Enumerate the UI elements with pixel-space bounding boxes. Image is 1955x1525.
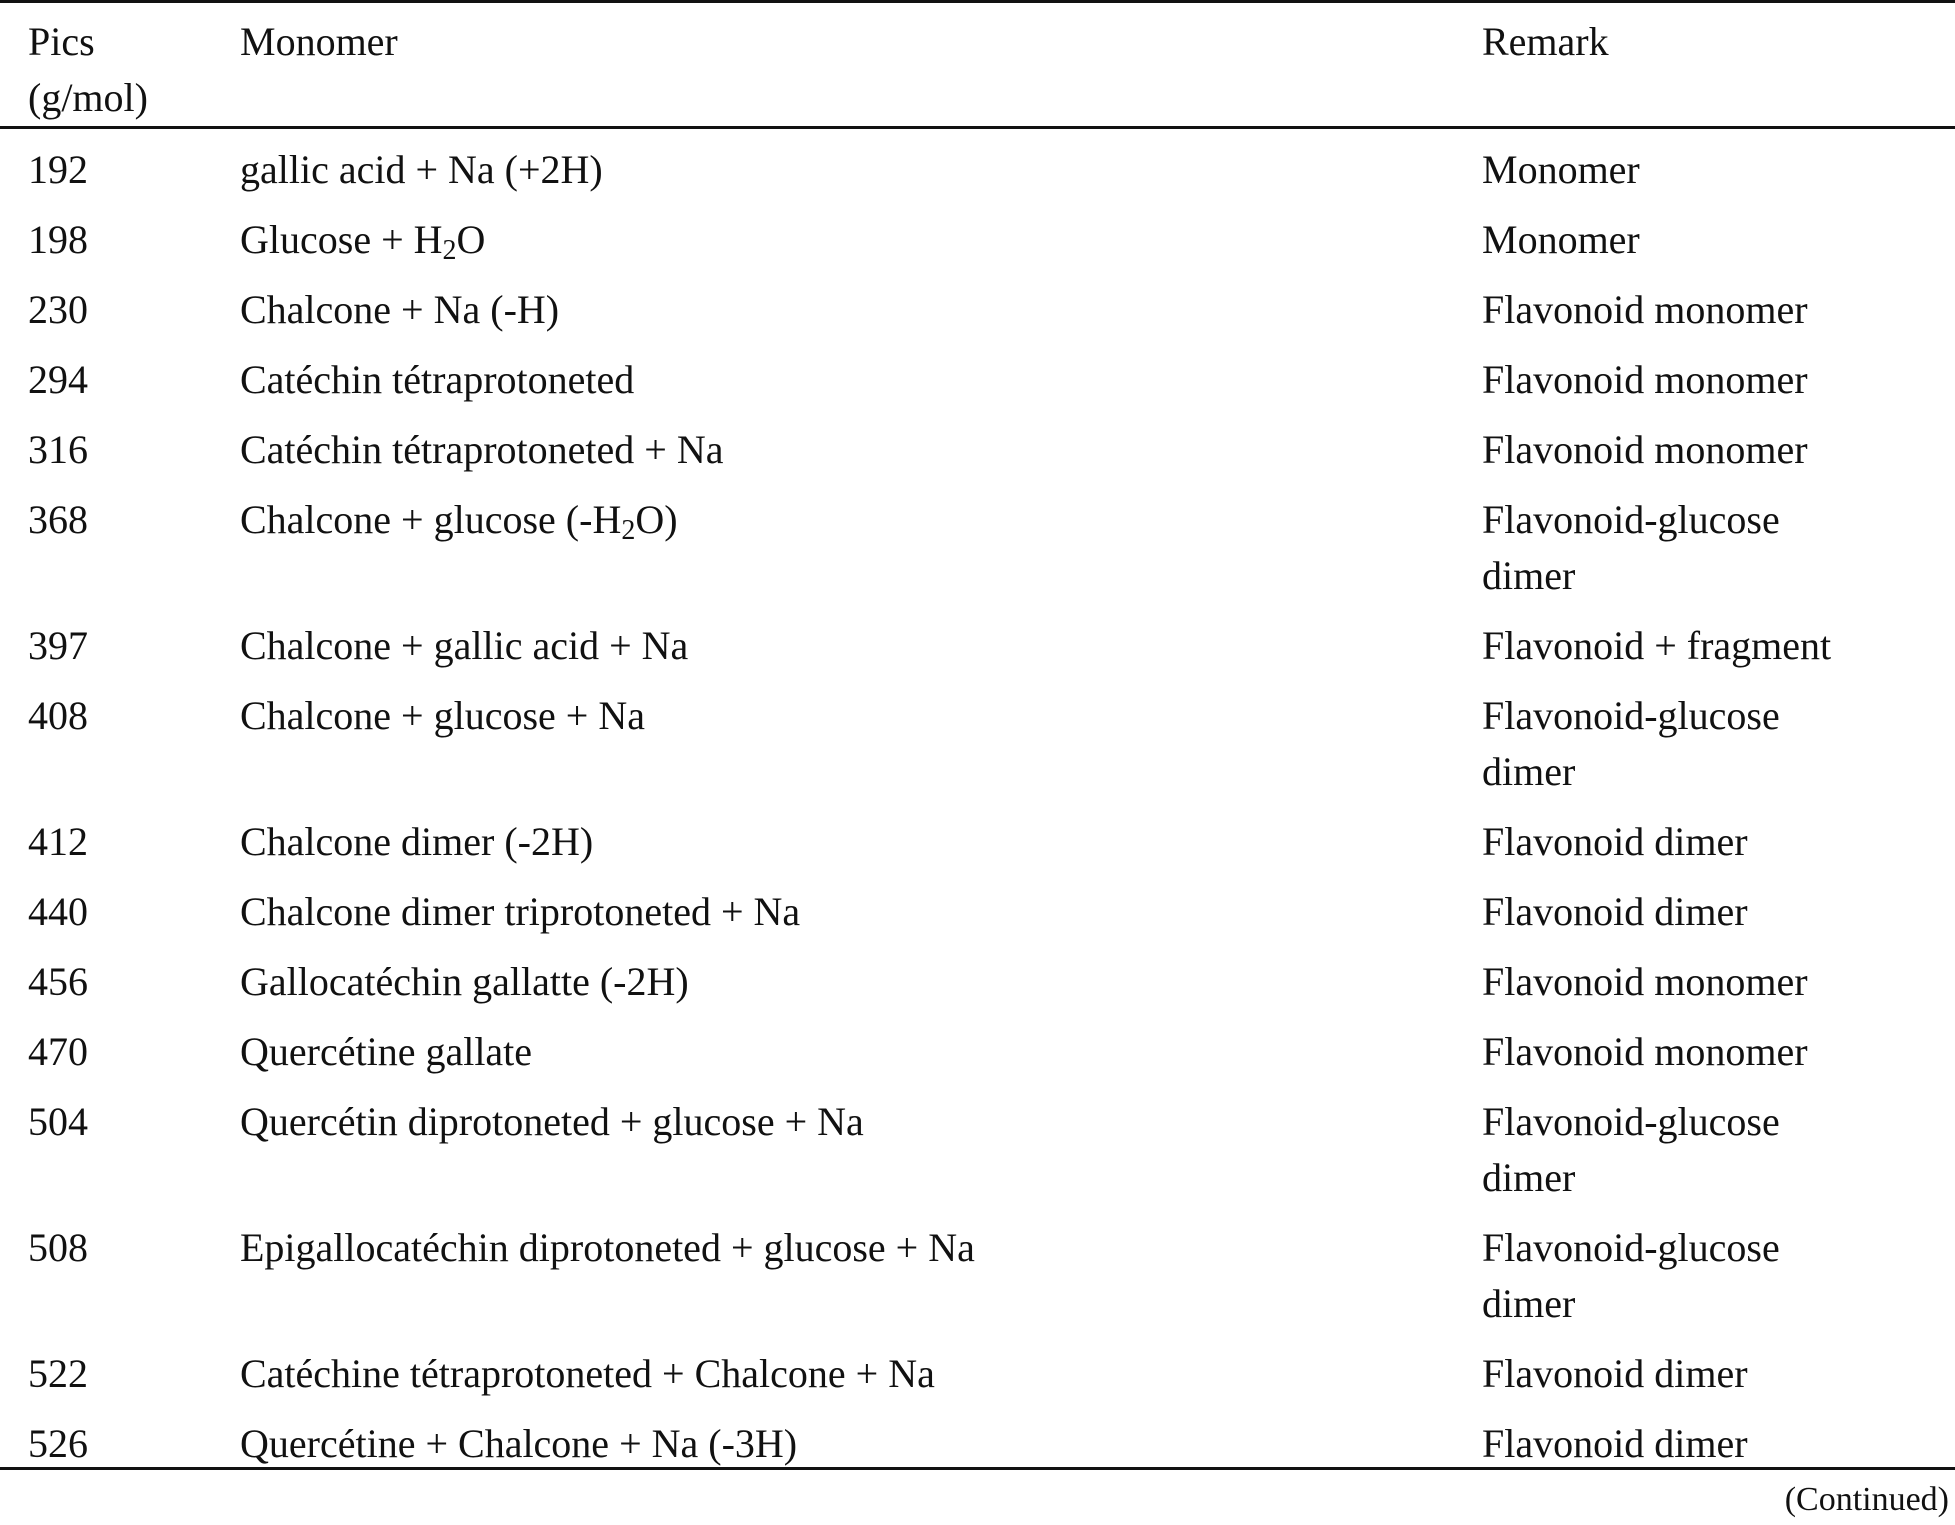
remark-line: Flavonoid + fragment bbox=[1482, 623, 1832, 668]
remark-line: Flavonoid-glucose bbox=[1482, 497, 1780, 542]
cell-monomer bbox=[240, 212, 1470, 268]
cell-pics: 508 bbox=[28, 1225, 88, 1270]
remark-line: Flavonoid dimer bbox=[1482, 819, 1748, 864]
header-remark: Remark bbox=[1482, 19, 1609, 64]
subscript: 2 bbox=[621, 515, 636, 546]
cell-pics: 408 bbox=[28, 693, 88, 738]
remark-line: Flavonoid-glucose bbox=[1482, 1099, 1780, 1144]
cell-remark bbox=[1482, 1220, 1952, 1332]
table-header-rule bbox=[0, 126, 1955, 129]
remark-line: dimer bbox=[1482, 1155, 1576, 1200]
cell-pics: 294 bbox=[28, 357, 88, 402]
remark-line: Flavonoid dimer bbox=[1482, 1351, 1748, 1396]
remark-line: dimer bbox=[1482, 553, 1576, 598]
remark-line: Monomer bbox=[1482, 147, 1640, 192]
remark-line: dimer bbox=[1482, 749, 1576, 794]
table-top-rule bbox=[0, 0, 1955, 3]
cell-pics: 470 bbox=[28, 1029, 88, 1074]
cell-remark bbox=[1482, 212, 1952, 268]
continued-note: (Continued) bbox=[1784, 1481, 1949, 1518]
cell-remark bbox=[1482, 1024, 1952, 1080]
cell-pics: 456 bbox=[28, 959, 88, 1004]
cell-monomer: Catéchin tétraprotoneted bbox=[240, 357, 635, 402]
cell-monomer: Quercétin diprotoneted + glucose + Na bbox=[240, 1099, 864, 1144]
header-pics-label: Pics bbox=[28, 19, 95, 64]
cell-remark bbox=[1482, 352, 1952, 408]
monomer-text: O) bbox=[635, 497, 678, 542]
remark-line: Flavonoid monomer bbox=[1482, 357, 1808, 402]
cell-pics: 230 bbox=[28, 287, 88, 332]
cell-monomer: gallic acid + Na (+2H) bbox=[240, 147, 603, 192]
remark-line: Monomer bbox=[1482, 217, 1640, 262]
remark-line: Flavonoid-glucose bbox=[1482, 693, 1780, 738]
remark-line: dimer bbox=[1482, 1281, 1576, 1326]
cell-remark bbox=[1482, 282, 1952, 338]
cell-monomer: Epigallocatéchin diprotoneted + glucose + Na bbox=[240, 1225, 975, 1270]
remark-line: Flavonoid-glucose bbox=[1482, 1225, 1780, 1270]
monomer-text: Chalcone + glucose (-H bbox=[240, 497, 622, 542]
subscript: 2 bbox=[442, 235, 457, 266]
cell-pics: 412 bbox=[28, 819, 88, 864]
cell-remark bbox=[1482, 142, 1952, 198]
cell-monomer: Chalcone + gallic acid + Na bbox=[240, 623, 689, 668]
cell-remark bbox=[1482, 1346, 1952, 1402]
cell-remark bbox=[1482, 1416, 1952, 1472]
cell-pics: 522 bbox=[28, 1351, 88, 1396]
cell-monomer: Quercétine + Chalcone + Na (-3H) bbox=[240, 1421, 798, 1466]
cell-monomer: Chalcone dimer triprotoneted + Na bbox=[240, 889, 801, 934]
monomer-text: O bbox=[456, 217, 486, 262]
cell-remark bbox=[1482, 1094, 1952, 1206]
remark-line: Flavonoid monomer bbox=[1482, 959, 1808, 1004]
header-monomer: Monomer bbox=[240, 19, 398, 64]
cell-remark bbox=[1482, 688, 1952, 800]
header-pics-unit: (g/mol) bbox=[28, 75, 148, 120]
cell-remark bbox=[1482, 954, 1952, 1010]
remark-line: Flavonoid monomer bbox=[1482, 427, 1808, 472]
cell-monomer bbox=[240, 492, 1470, 548]
cell-pics: 440 bbox=[28, 889, 88, 934]
cell-monomer: Chalcone + glucose + Na bbox=[240, 693, 645, 738]
remark-line: Flavonoid monomer bbox=[1482, 287, 1808, 332]
cell-remark bbox=[1482, 492, 1952, 604]
cell-pics: 397 bbox=[28, 623, 88, 668]
cell-pics: 368 bbox=[28, 497, 88, 542]
cell-monomer: Catéchine tétraprotoneted + Chalcone + Na bbox=[240, 1351, 935, 1396]
monomer-text: Glucose + H bbox=[240, 217, 443, 262]
cell-pics: 198 bbox=[28, 217, 88, 262]
cell-monomer: Gallocatéchin gallatte (-2H) bbox=[240, 959, 689, 1004]
cell-monomer: Chalcone dimer (-2H) bbox=[240, 819, 594, 864]
remark-line: Flavonoid dimer bbox=[1482, 1421, 1748, 1466]
cell-pics: 504 bbox=[28, 1099, 88, 1144]
cell-remark bbox=[1482, 884, 1952, 940]
cell-monomer: Quercétine gallate bbox=[240, 1029, 533, 1074]
cell-pics: 316 bbox=[28, 427, 88, 472]
cell-remark bbox=[1482, 422, 1952, 478]
remark-line: Flavonoid monomer bbox=[1482, 1029, 1808, 1074]
cell-remark bbox=[1482, 814, 1952, 870]
cell-pics: 526 bbox=[28, 1421, 88, 1466]
cell-monomer: Catéchin tétraprotoneted + Na bbox=[240, 427, 724, 472]
cell-pics: 192 bbox=[28, 147, 88, 192]
cell-monomer: Chalcone + Na (-H) bbox=[240, 287, 560, 332]
table-bottom-rule bbox=[0, 1467, 1955, 1470]
header-pics bbox=[28, 14, 228, 126]
remark-line: Flavonoid dimer bbox=[1482, 889, 1748, 934]
cell-remark bbox=[1482, 618, 1952, 674]
